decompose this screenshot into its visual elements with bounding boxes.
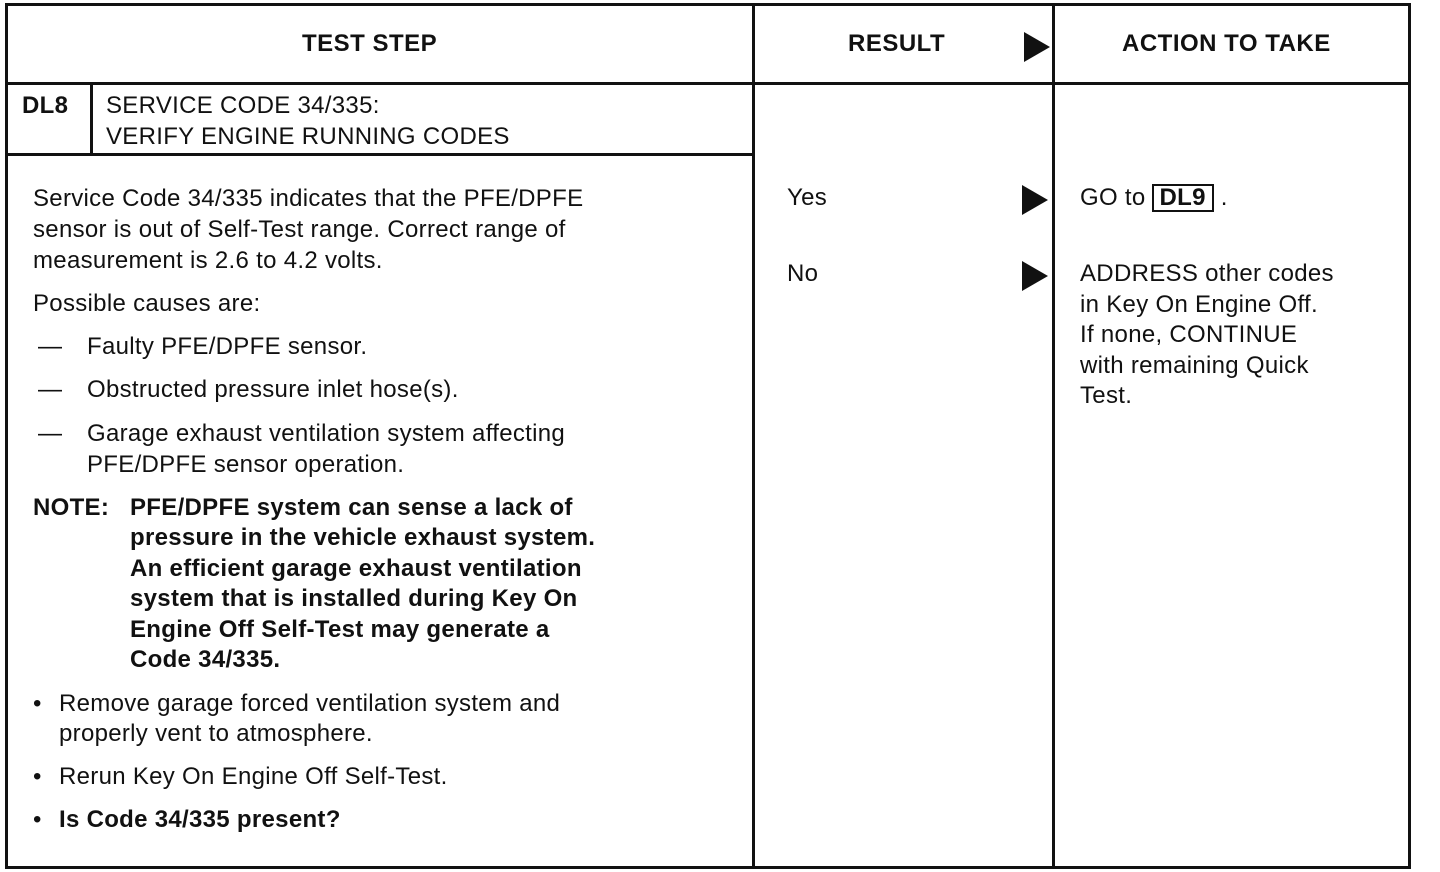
cause-dash-2: — (38, 376, 63, 403)
cause-dash-1: — (38, 333, 63, 360)
result-no: No (787, 260, 819, 287)
header-result: RESULT (848, 30, 946, 57)
bullet-1-line-1: Remove garage forced ventilation system and (59, 690, 561, 717)
no-arrow-icon (1022, 261, 1048, 291)
bullet-2: • (33, 763, 42, 790)
bullet-2-text: Rerun Key On Engine Off Self-Test. (59, 763, 448, 790)
cause-dash-3: — (38, 420, 63, 447)
bullet-1-line-2: properly vent to atmosphere. (59, 720, 373, 747)
para-line-3: measurement is 2.6 to 4.2 volts. (33, 247, 383, 274)
note-label: NOTE: (33, 494, 110, 521)
action-no-line-1: ADDRESS other codes (1080, 260, 1334, 287)
header-test-step: TEST STEP (302, 30, 438, 57)
note-line-2: pressure in the vehicle exhaust system. (130, 524, 596, 551)
step-id-divider (90, 85, 93, 155)
note-line-4: system that is installed during Key On (130, 585, 578, 612)
cause-3-line-2: PFE/DPFE sensor operation. (87, 451, 405, 478)
action-yes-suffix: . (1220, 184, 1228, 211)
step-id: DL8 (22, 92, 69, 119)
column-divider-action (1052, 3, 1055, 869)
column-divider-result (752, 3, 755, 869)
note-line-5: Engine Off Self-Test may generate a (130, 616, 550, 643)
action-no-line-2: in Key On Engine Off. (1080, 291, 1318, 318)
action-yes (1080, 182, 1228, 213)
yes-arrow-icon (1022, 185, 1048, 215)
step-title-line-2: VERIFY ENGINE RUNNING CODES (106, 123, 510, 150)
step-title-divider (5, 153, 755, 156)
action-no-line-4: with remaining Quick (1080, 352, 1309, 379)
cause-2: Obstructed pressure inlet hose(s). (87, 376, 459, 403)
cause-1: Faulty PFE/DPFE sensor. (87, 333, 368, 360)
note-line-6: Code 34/335. (130, 646, 281, 673)
possible-causes: Possible causes are: (33, 290, 261, 317)
header-action: ACTION TO TAKE (1122, 30, 1331, 57)
para-line-2: sensor is out of Self-Test range. Correct range of (33, 216, 566, 243)
bullet-3-question: Is Code 34/335 present? (59, 806, 341, 833)
action-yes-prefix: GO to (1080, 184, 1146, 211)
bullet-3: • (33, 806, 42, 833)
action-no-line-5: Test. (1080, 382, 1133, 409)
result-yes: Yes (787, 184, 828, 211)
bullet-1: • (33, 690, 42, 717)
step-title-line-1: SERVICE CODE 34/335: (106, 92, 380, 119)
header-divider (5, 82, 1411, 85)
step-reference-dl9[interactable]: DL9 (1152, 184, 1214, 212)
header-arrow-icon (1024, 32, 1050, 62)
action-no-line-3: If none, CONTINUE (1080, 321, 1298, 348)
para-line-1: Service Code 34/335 indicates that the PFE/DPFE (33, 185, 584, 212)
note-line-3: An efficient garage exhaust ventilation (130, 555, 582, 582)
note-line-1: PFE/DPFE system can sense a lack of (130, 494, 573, 521)
cause-3-line-1: Garage exhaust ventilation system affecting (87, 420, 566, 447)
